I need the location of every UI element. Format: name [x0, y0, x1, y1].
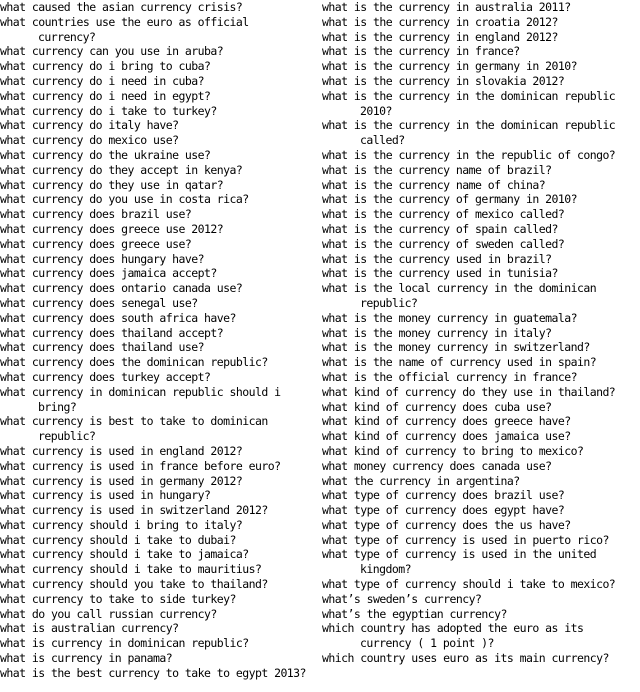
- question-item: which country has adopted the euro as its currency ( 1 point )?: [322, 621, 584, 651]
- question-item: what currency do i take to turkey?: [0, 103, 217, 118]
- question-item: what is the money currency in guatemala?: [322, 310, 577, 325]
- question-item: what currency is used in hungary?: [0, 488, 211, 503]
- question-item: what currency do the ukraine use?: [0, 147, 211, 162]
- question-item: what currency does hungary have?: [0, 251, 204, 266]
- question-item: what is the currency in croatia 2012?: [322, 14, 558, 29]
- question-item: what is the money currency in italy?: [322, 325, 552, 340]
- question-item: what currency to take to side turkey?: [0, 591, 236, 606]
- question-item: what is the currency in slovakia 2012?: [322, 73, 565, 88]
- question-item: what currency should i take to dubai?: [0, 532, 236, 547]
- question-item: what is the name of currency used in spain?: [322, 355, 597, 370]
- question-item: what currency is best to take to dominican republic?: [0, 414, 268, 444]
- question-item: what is the official currency in france?: [322, 369, 577, 384]
- question-item: what is the currency in the dominican republic 2010?: [322, 88, 616, 118]
- question-item: what currency does south africa have?: [0, 310, 236, 325]
- question-item: what is the currency in england 2012?: [322, 29, 558, 44]
- right-column: [322, 0, 640, 666]
- question-item: what currency is used in germany 2012?: [0, 473, 243, 488]
- question-item: what type of currency does egypt have?: [322, 503, 565, 518]
- question-item: what is the currency name of brazil?: [322, 162, 552, 177]
- question-item: what currency in dominican republic should i bring?: [0, 384, 281, 414]
- question-item: what is the currency of sweden called?: [322, 236, 565, 251]
- question-item: what the currency in argentina?: [322, 473, 520, 488]
- question-item: what currency do mexico use?: [0, 133, 179, 148]
- question-item: what currency does senegal use?: [0, 295, 198, 310]
- question-item: what currency does greece use 2012?: [0, 221, 224, 236]
- question-item: what currency do italy have?: [0, 118, 179, 133]
- question-item: what countries use the euro as official currency?: [0, 14, 249, 44]
- question-item: what type of currency is used in the united kingdom?: [322, 547, 597, 577]
- question-item: what currency do they accept in kenya?: [0, 162, 243, 177]
- question-item: what is the currency in france?: [322, 44, 520, 59]
- question-item: what is the currency of spain called?: [322, 221, 558, 236]
- question-item: what currency is used in england 2012?: [0, 443, 243, 458]
- question-item: what is the money currency in switzerland?: [322, 340, 590, 355]
- question-item: what currency does turkey accept?: [0, 369, 211, 384]
- question-item: what is the currency used in brazil?: [322, 251, 552, 266]
- question-item: what currency does thailand use?: [0, 340, 204, 355]
- question-item: what kind of currency does cuba use?: [322, 399, 552, 414]
- question-item: what is the currency of mexico called?: [322, 207, 565, 222]
- question-item: what currency does the dominican republic?: [0, 355, 268, 370]
- question-item: what do you call russian currency?: [0, 606, 217, 621]
- question-item: what caused the asian currency crisis?: [0, 0, 243, 14]
- question-item: what kind of currency do they use in thailand?: [322, 384, 616, 399]
- question-item: what type of currency does the us have?: [322, 517, 571, 532]
- question-item: what is currency in dominican republic?: [0, 636, 249, 651]
- question-item: what type of currency is used in puerto rico?: [322, 532, 609, 547]
- question-item: what kind of currency does jamaica use?: [322, 429, 571, 444]
- question-item: what currency does ontario canada use?: [0, 281, 243, 296]
- question-item: what is the best currency to take to egypt 2013?: [0, 665, 306, 680]
- question-item: what currency do i need in cuba?: [0, 73, 204, 88]
- question-item: what currency is used in switzerland 2012?: [0, 503, 268, 518]
- question-item: what type of currency should i take to mexico?: [322, 577, 616, 592]
- question-item: what currency is used in france before euro?: [0, 458, 281, 473]
- question-item: what is the local currency in the dominican republic?: [322, 281, 597, 310]
- question-item: what is currency in panama?: [0, 651, 173, 666]
- question-item: what is the currency of germany in 2010?: [322, 192, 577, 207]
- question-item: what is the currency in australia 2011?: [322, 0, 571, 14]
- question-item: what is the currency used in tunisia?: [322, 266, 558, 281]
- question-item: what currency does greece use?: [0, 236, 192, 251]
- question-item: what currency can you use in aruba?: [0, 44, 224, 59]
- question-item: what type of currency does brazil use?: [322, 488, 565, 503]
- question-item: what kind of currency does greece have?: [322, 414, 571, 429]
- question-item: what is the currency in germany in 2010?: [322, 59, 577, 74]
- question-item: what kind of currency to bring to mexico?: [322, 443, 584, 458]
- left-column: [0, 0, 312, 681]
- question-item: what currency do i bring to cuba?: [0, 59, 211, 74]
- question-item: what is the currency in the dominican republic called?: [322, 118, 616, 148]
- question-item: what currency should i take to jamaica?: [0, 547, 249, 562]
- question-item: what currency do they use in qatar?: [0, 177, 224, 192]
- question-item: what currency should i bring to italy?: [0, 517, 243, 532]
- question-item: what currency should i take to mauritius?: [0, 562, 262, 577]
- question-item: which country uses euro as its main currency?: [322, 651, 609, 666]
- question-item: what is australian currency?: [0, 621, 179, 636]
- question-item: what currency do you use in costa rica?: [0, 192, 249, 207]
- question-item: what currency does jamaica accept?: [0, 266, 217, 281]
- question-item: what currency do i need in egypt?: [0, 88, 211, 103]
- question-item: what currency does thailand accept?: [0, 325, 224, 340]
- question-item: what currency should you take to thailand?: [0, 577, 268, 592]
- question-item: what currency does brazil use?: [0, 207, 192, 222]
- question-item: what is the currency in the republic of congo?: [322, 147, 616, 162]
- question-item: what money currency does canada use?: [322, 458, 552, 473]
- question-item: what’s sweden’s currency?: [322, 591, 482, 606]
- question-item: what is the currency name of china?: [322, 177, 546, 192]
- question-item: what’s the egyptian currency?: [322, 606, 507, 621]
